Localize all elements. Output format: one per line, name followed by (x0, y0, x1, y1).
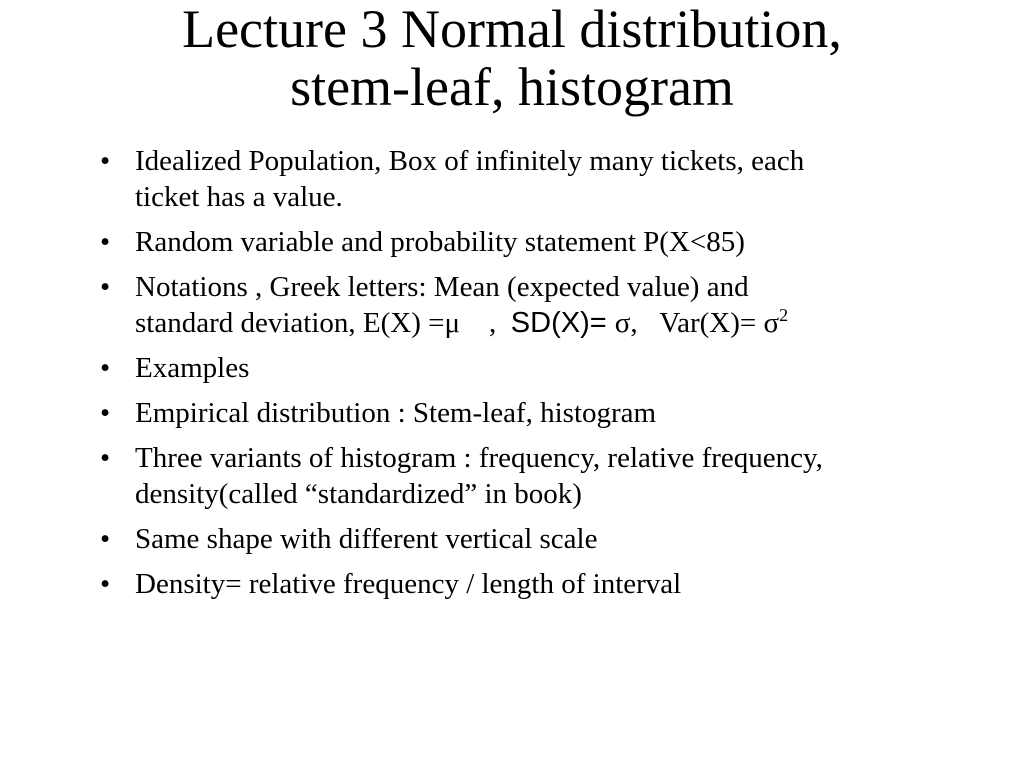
slide-title (0, 0, 1024, 116)
bullet-dot-icon: • (100, 226, 111, 258)
bullet-list (100, 143, 980, 611)
bullet-dot-icon: • (100, 397, 111, 429)
bullet-text: Examples (135, 352, 250, 384)
var-label: , Var(X)= (630, 307, 764, 339)
bullet-dot-icon: • (100, 442, 111, 474)
bullet-text: Density= relative frequency / length of interval (135, 568, 682, 600)
sd-equals: = (589, 307, 615, 339)
bullet-item-population (100, 143, 980, 215)
bullet-dot-icon: • (100, 352, 111, 384)
exponent: 2 (779, 305, 789, 325)
bullet-item-shape (100, 521, 980, 557)
bullet-item-notations (100, 269, 980, 341)
sigma-symbol: σ (763, 307, 780, 339)
sigma-symbol: σ (614, 307, 631, 339)
bullet-text-prefix: standard deviation, E(X) =μ , (135, 307, 511, 339)
sd-label: SD(X) (510, 307, 590, 339)
bullet-text-line: Notations , Greek letters: Mean (expected value) and (135, 271, 749, 303)
bullet-item-examples (100, 350, 980, 386)
bullet-item-density (100, 566, 980, 602)
title-line-2: stem-leaf, histogram (290, 57, 734, 117)
bullet-text: Random variable and probability statement P(X<85) (135, 226, 745, 258)
bullet-text: Same shape with different vertical scale (135, 523, 598, 555)
bullet-dot-icon: • (100, 145, 111, 177)
bullet-item-random-variable (100, 224, 980, 260)
bullet-text-line: density(called “standardized” in book) (135, 478, 582, 510)
bullet-text-line: Three variants of histogram : frequency, relative frequency, (135, 442, 823, 474)
bullet-item-variants (100, 440, 980, 512)
bullet-text-line: Idealized Population, Box of infinitely many tickets, each (135, 145, 805, 177)
bullet-dot-icon: • (100, 523, 111, 555)
bullet-text-line: ticket has a value. (135, 181, 343, 213)
bullet-dot-icon: • (100, 271, 111, 303)
bullet-dot-icon: • (100, 568, 111, 600)
bullet-item-empirical (100, 395, 980, 431)
title-line-1: Lecture 3 Normal distribution, (182, 0, 842, 59)
bullet-text: Empirical distribution : Stem-leaf, histogram (135, 397, 657, 429)
